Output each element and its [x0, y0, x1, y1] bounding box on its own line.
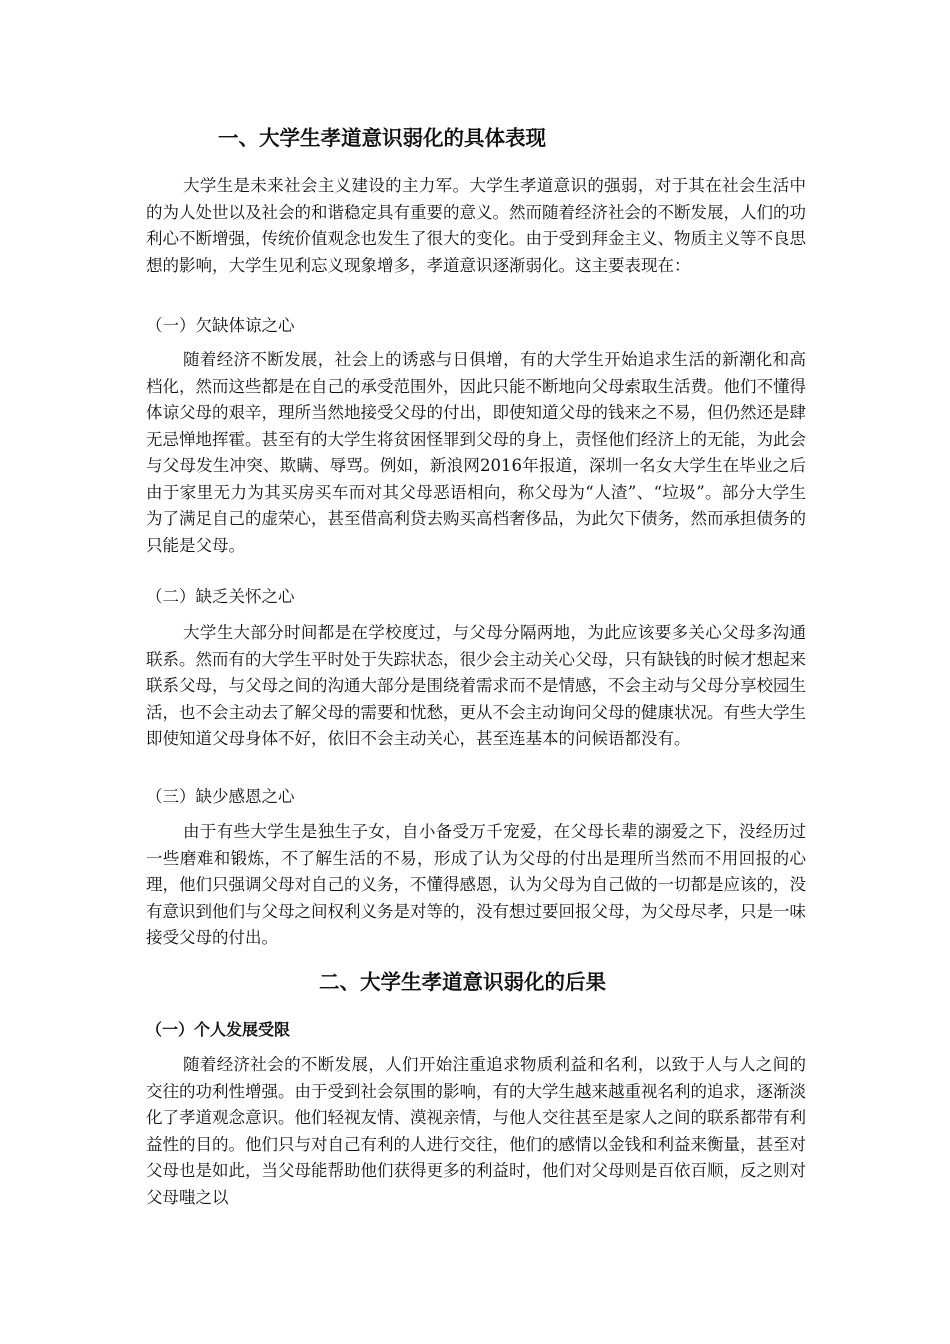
section1-intro-paragraph: 大学生是未来社会主义建设的主力军。大学生孝道意识的强弱，对于其在社会生活中的为人处世以及社会的和谐稳定具有重要的意义。然而随着经济社会的不断发展，人们的功利心不断增强，传统价值观念也发生了很大的变化。由于受到拜金主义、物质主义等不良思想的影响，大学生见利忘义现象增多，孝道意识逐渐弱化。这主要表现在： [146, 176, 806, 275]
section1-title: 一、大学生孝道意识弱化的具体表现 [218, 126, 546, 150]
section1-subheading-2: （二）缺乏关怀之心 [146, 587, 295, 606]
section1-subheading-3: （三）缺少感恩之心 [146, 787, 295, 806]
section2-paragraph-1: 随着经济社会的不断发展，人们开始注重追求物质利益和名利，以致于人与人之间的交往的功利性增强。由于受到社会氛围的影响，有的大学生越来越重视名利的追求，逐渐淡化了孝道观念意识。他们轻视友情、漠视亲情，与他人交往甚至是家人之间的联系都带有利益性的目的。他们只与对自己有利的人进行交往，他们的感情以金钱和利益来衡量，甚至对父母也是如此，当父母能帮助他们获得更多的利益时，他们对父母则是百依百顺，反之则对父母嗤之以 [146, 1055, 806, 1207]
section2-subheading-1: （一）个人发展受限 [146, 1020, 291, 1039]
section2-title: 二、大学生孝道意识弱化的后果 [319, 970, 606, 994]
section1-paragraph-3: 由于有些大学生是独生子女，自小备受万千宠爱，在父母长辈的溺爱之下，没经历过一些磨难和锻炼，不了解生活的不易，形成了认为父母的付出是理所当然而不用回报的心理，他们只强调父母对自己的义务，不懂得感恩，认为父母为自己做的一切都是应该的，没有意识到他们与父母之间权利义务是对等的，没有想过要回报父母，为父母尽孝，只是一味接受父母的付出。 [146, 822, 806, 947]
section1-paragraph-2: 大学生大部分时间都是在学校度过，与父母分隔两地，为此应该要多关心父母多沟通联系。然而有的大学生平时处于失踪状态，很少会主动关心父母，只有缺钱的时候才想起来联系父母，与父母之间的沟通大部分是围绕着需求而不是情感，不会主动与父母分享校园生活，也不会主动去了解父母的需要和忧愁，更从不会主动询问父母的健康状况。有些大学生即使知道父母身体不好，依旧不会主动关心，甚至连基本的问候语都没有。 [146, 623, 806, 748]
section1-paragraph-1: 随着经济不断发展，社会上的诱惑与日俱增，有的大学生开始追求生活的新潮化和高档化，然而这些都是在自己的承受范围外，因此只能不断地向父母索取生活费。他们不懂得体谅父母的艰辛，理所当然地接受父母的付出，即使知道父母的钱来之不易，但仍然还是肆无忌惮地挥霍。甚至有的大学生将贫困怪罪到父母的身上，责怪他们经济上的无能，为此会与父母发生冲突、欺瞒、辱骂。例如，新浪网2016年报道，深圳一名女大学生在毕业之后由于家里无力为其买房买车而对其父母恶语相向，称父母为“人渣”、“垃圾”。部分大学生为了满足自己的虚荣心，甚至借高利贷去购买高档奢侈品，为此欠下债务，然而承担债务的只能是父母。 [146, 350, 806, 555]
section1-subheading-1: （一）欠缺体谅之心 [146, 316, 295, 335]
